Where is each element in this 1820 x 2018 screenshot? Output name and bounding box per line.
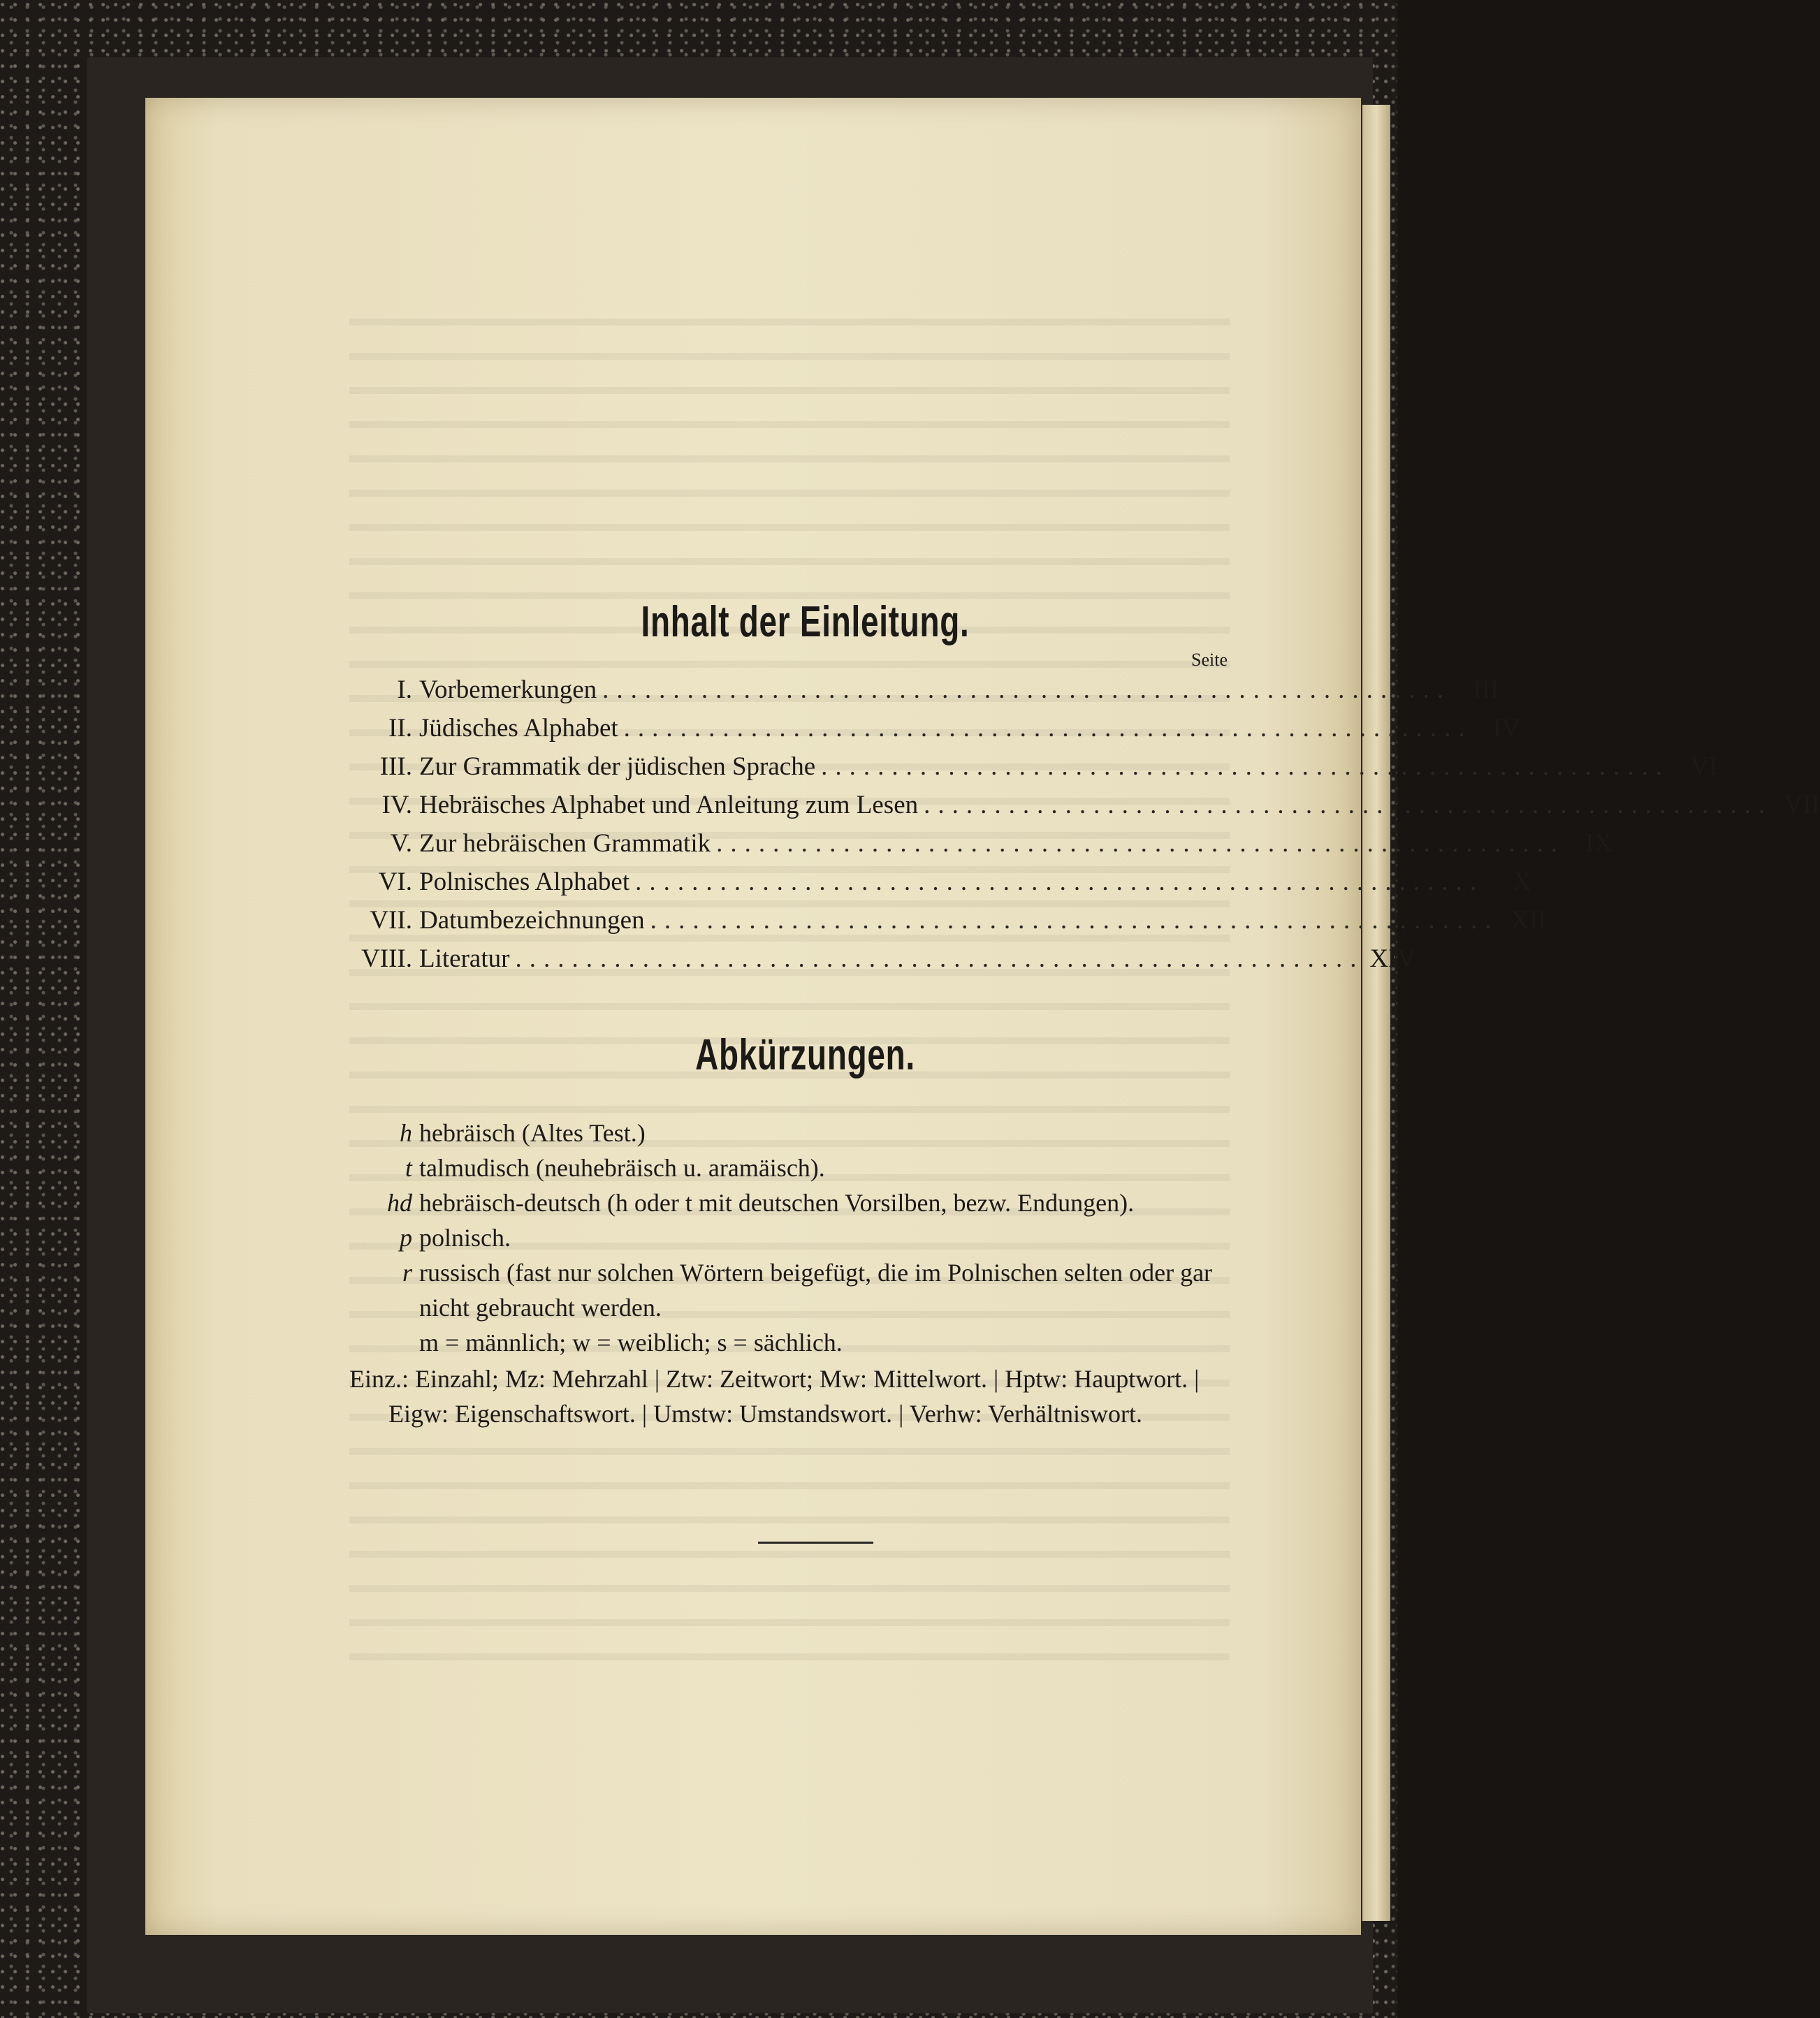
- gender-line-row: [349, 1325, 1233, 1360]
- toc-page-number: XII: [1510, 906, 1547, 935]
- toc-title: Zur Grammatik der jüdischen Sprache: [419, 752, 816, 781]
- toc-leader-dots: ............................................................: [821, 752, 1670, 781]
- toc-title: Zur hebräischen Grammatik: [419, 829, 711, 858]
- toc-entry: [349, 824, 1613, 863]
- abbreviation-key: t: [405, 1154, 412, 1182]
- abbreviation-text: russisch (fast nur solchen Wörtern beigefügt, die im Polnischen selten oder gar nicht gebraucht werden.: [419, 1259, 1213, 1322]
- abbreviation-text: talmudisch (neuhebräisch u. aramäisch).: [419, 1154, 825, 1182]
- table-of-contents: [349, 671, 1820, 978]
- abbreviation-key: hd: [387, 1189, 412, 1217]
- abbreviation-key: h: [400, 1119, 412, 1147]
- toc-title: Datumbezeichnungen: [419, 906, 645, 935]
- gender-line: m = männlich; w = weiblich; s = sächlich.: [419, 1329, 843, 1357]
- abbreviation-key: r: [402, 1259, 412, 1287]
- toc-entry: [349, 671, 1499, 709]
- toc-entry: [349, 747, 1718, 786]
- gender-line-spacer: [349, 1325, 419, 1360]
- abbreviation-items: [349, 1116, 1233, 1325]
- toc-number: III.: [379, 752, 412, 781]
- toc-number: VII.: [370, 906, 412, 935]
- toc-leader-dots: ............................................................: [635, 868, 1485, 896]
- toc-title: Polnisches Alphabet: [419, 868, 630, 896]
- abbreviation-row: [349, 1220, 1233, 1255]
- word-class-abbreviations: Einz.: Einzahl; Mz: Mehrzahl | Ztw: Zeitwort; Mw: Mittelwort. | Hptw: Hauptwort. | Eigw: Eigenschaftswort. | Umstw: Umstandswort. | Verhw: Verhältniswort.: [349, 1365, 1200, 1428]
- toc-number: VI.: [378, 868, 412, 896]
- abbreviation-text: hebräisch-deutsch (h oder t mit deutschen Vorsilben, bezw. Endungen).: [419, 1189, 1135, 1217]
- toc-title: Literatur: [419, 944, 510, 973]
- toc-title: Jüdisches Alphabet: [419, 714, 618, 743]
- toc-page-number: IV: [1492, 714, 1520, 743]
- abbreviation-row: [349, 1150, 1233, 1185]
- toc-page-number: X: [1513, 868, 1532, 896]
- toc-leader-dots: ............................................................: [716, 829, 1566, 858]
- toc-page-number: IX: [1585, 829, 1613, 858]
- abbreviation-row: [349, 1255, 1233, 1325]
- toc-entry: [349, 939, 1416, 978]
- abbreviation-row: [349, 1185, 1233, 1220]
- toc-page-number: VII: [1784, 791, 1820, 819]
- toc-number: IV.: [381, 791, 412, 819]
- toc-leader-dots: ............................................................: [623, 714, 1473, 743]
- closing-rule: [758, 1542, 873, 1544]
- toc-entry: [349, 901, 1547, 939]
- abbreviations-title: Abkürzungen.: [695, 1031, 915, 1079]
- toc-number: I.: [397, 675, 412, 704]
- toc-page-number: VI: [1690, 752, 1718, 781]
- toc-entry: [349, 709, 1520, 747]
- toc-entry: [349, 863, 1532, 901]
- toc-page-number: XIV: [1369, 944, 1416, 973]
- toc-title: Hebräisches Alphabet und Anleitung zum Lesen: [419, 791, 919, 819]
- toc-leader-dots: ............................................................: [602, 675, 1452, 704]
- toc-leader-dots: ............................................................: [515, 944, 1364, 973]
- toc-number: VIII.: [361, 944, 412, 973]
- abbreviation-text: hebräisch (Altes Test.): [419, 1119, 646, 1147]
- toc-title: Vorbemerkungen: [419, 675, 597, 704]
- toc-number: II.: [388, 714, 412, 743]
- abbreviation-row: [349, 1116, 1233, 1150]
- abbreviation-text: polnisch.: [419, 1224, 511, 1252]
- toc-number: V.: [390, 829, 412, 858]
- contents-title: Inhalt der Einleitung.: [641, 598, 970, 646]
- abbreviation-key: p: [400, 1224, 412, 1252]
- page-content: [349, 598, 1820, 1431]
- abbreviations-list: [349, 1116, 1233, 1431]
- page-edge: [1362, 105, 1390, 1921]
- toc-leader-dots: ............................................................: [650, 906, 1499, 935]
- toc-entry: [349, 786, 1820, 824]
- toc-page-number: III: [1473, 675, 1499, 704]
- toc-leader-dots: ............................................................: [924, 791, 1773, 819]
- page-column-header: Seite: [1191, 650, 1228, 670]
